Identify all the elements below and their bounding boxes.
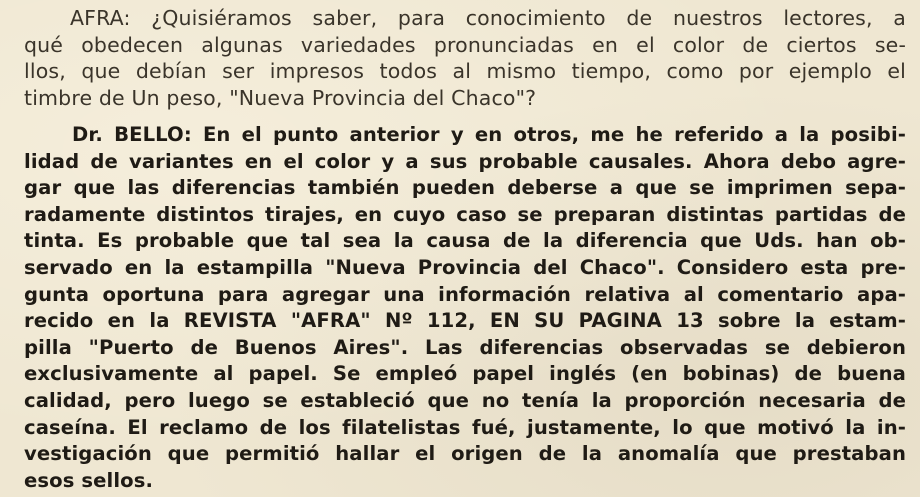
answer-line: exclusivamente al papel. Se empleó papel inglés (en bobinas) de buena [24, 362, 906, 386]
answer-line: gunta oportuna para agregar una información relativa al comentario apa- [24, 282, 906, 306]
answer-line: gar que las diferencias también pueden deberse a que se imprimen sepa- [24, 176, 906, 200]
answer-paragraph [24, 122, 906, 494]
answer-line: pilla "Puerto de Buenos Aires". Las diferencias observadas se debieron [24, 335, 906, 359]
question-paragraph [24, 5, 906, 111]
answer-line: caseína. El reclamo de los filatelistas fué, justamente, lo que motivó la in- [24, 415, 906, 439]
answer-line: tinta. Es probable que tal sea la causa de la diferencia que Uds. han ob- [24, 229, 906, 253]
answer-line: lidad de variantes en el color y a sus probable causales. Ahora debo agre- [24, 149, 906, 173]
question-line: llos, que debían ser impresos todos al mismo tiempo, como por ejemplo el [24, 59, 906, 83]
question-line: qué obedecen algunas variedades pronunciadas en el color de ciertos se- [24, 32, 906, 57]
answer-line: radamente distintos tirajes, en cuyo caso se preparan distintas partidas de [24, 202, 906, 226]
question-line: timbre de Un peso, "Nueva Provincia del Chaco"? [24, 85, 537, 110]
answer-line: esos sellos. [24, 468, 154, 492]
answer-line: vestigación que permitió hallar el origen de la anomalía que prestaban [24, 442, 906, 466]
question-line: AFRA: ¿Quisiéramos saber, para conocimiento de nuestros lectores, a [70, 6, 906, 30]
answer-line: Dr. BELLO: En el punto anterior y en otros, me he referido a la posibi- [72, 123, 906, 146]
answer-line: calidad, pero luego se estableció que no tenía la proporción necesaria de [24, 388, 906, 412]
answer-line: recido en la REVISTA "AFRA" Nº 112, EN SU PAGINA 13 sobre la estam- [24, 309, 906, 333]
answer-line: servado en la estampilla "Nueva Provincia del Chaco". Considero esta pre- [24, 255, 906, 279]
